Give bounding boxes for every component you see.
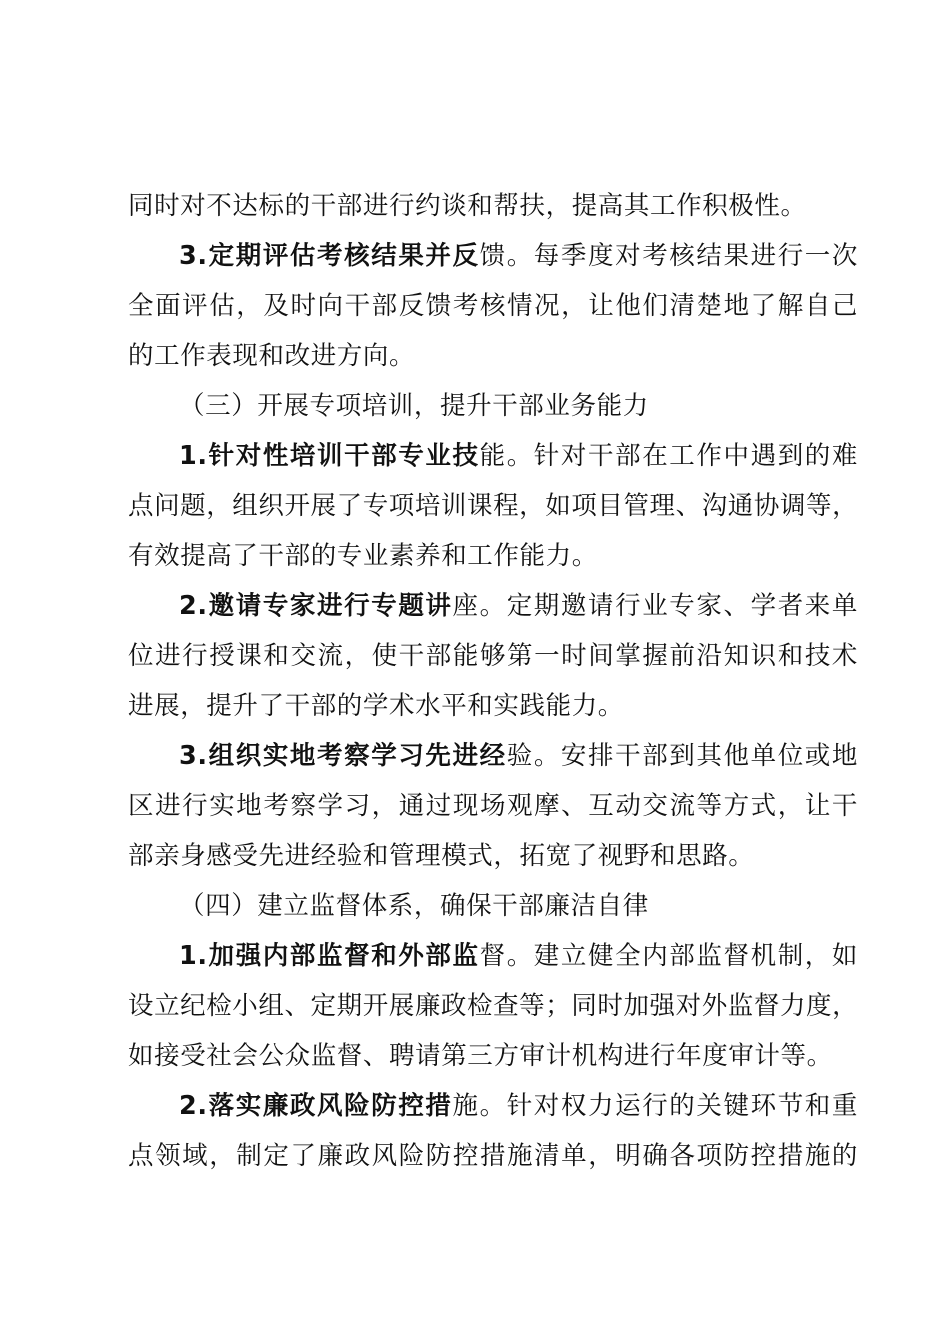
item-bold-lead: 2.落实廉政风险防控措	[179, 1091, 453, 1121]
text-line: 部亲身感受先进经验和管理模式，拓宽了视野和思路。	[128, 841, 755, 871]
item-bold-lead: 1.加强内部监督和外部监	[179, 941, 480, 971]
numbered-item-heading: 3.组织实地考察学习先进经验。安排干部到其他单位或地	[179, 741, 858, 771]
text-line: 全面评估，及时向干部反馈考核情况，让他们清楚地了解自己	[128, 291, 858, 321]
document-page	[128, 181, 858, 1181]
item-bold-lead: 3.组织实地考察学习先进经	[179, 741, 507, 771]
numbered-item-heading: 1.加强内部监督和外部监督。建立健全内部监督机制，如	[179, 941, 858, 971]
numbered-item-heading: 3.定期评估考核结果并反馈。每季度对考核结果进行一次	[179, 241, 858, 271]
text-line: 进展，提升了干部的学术水平和实践能力。	[128, 691, 624, 721]
section-heading: （四）建立监督体系，确保干部廉洁自律	[179, 891, 649, 921]
text-line: 点领域，制定了廉政风险防控措施清单，明确各项防控措施的	[128, 1141, 858, 1171]
text-line: 位进行授课和交流，使干部能够第一时间掌握前沿知识和技术	[128, 641, 858, 671]
text-line: 如接受社会公众监督、聘请第三方审计机构进行年度审计等。	[128, 1041, 833, 1071]
item-bold-lead: 3.定期评估考核结果并反	[179, 241, 480, 271]
text-line: 区进行实地考察学习，通过现场观摩、互动交流等方式，让干	[128, 791, 858, 821]
numbered-item-heading: 1.针对性培训干部专业技能。针对干部在工作中遇到的难	[179, 441, 858, 471]
numbered-item-heading: 2.落实廉政风险防控措施。针对权力运行的关键环节和重	[179, 1091, 858, 1121]
text-line: 的工作表现和改进方向。	[128, 341, 416, 371]
item-bold-lead: 1.针对性培训干部专业技	[179, 441, 480, 471]
item-bold-lead: 2.邀请专家进行专题讲	[179, 591, 453, 621]
text-line: 设立纪检小组、定期开展廉政检查等；同时加强对外监督力度，	[128, 991, 858, 1021]
text-line: 点问题，组织开展了专项培训课程，如项目管理、沟通协调等，	[128, 491, 858, 521]
section-heading: （三）开展专项培训，提升干部业务能力	[179, 391, 649, 421]
text-line: 有效提高了干部的专业素养和工作能力。	[128, 541, 598, 571]
numbered-item-heading: 2.邀请专家进行专题讲座。定期邀请行业专家、学者来单	[179, 591, 858, 621]
text-line: 同时对不达标的干部进行约谈和帮扶，提高其工作积极性。	[128, 191, 807, 221]
